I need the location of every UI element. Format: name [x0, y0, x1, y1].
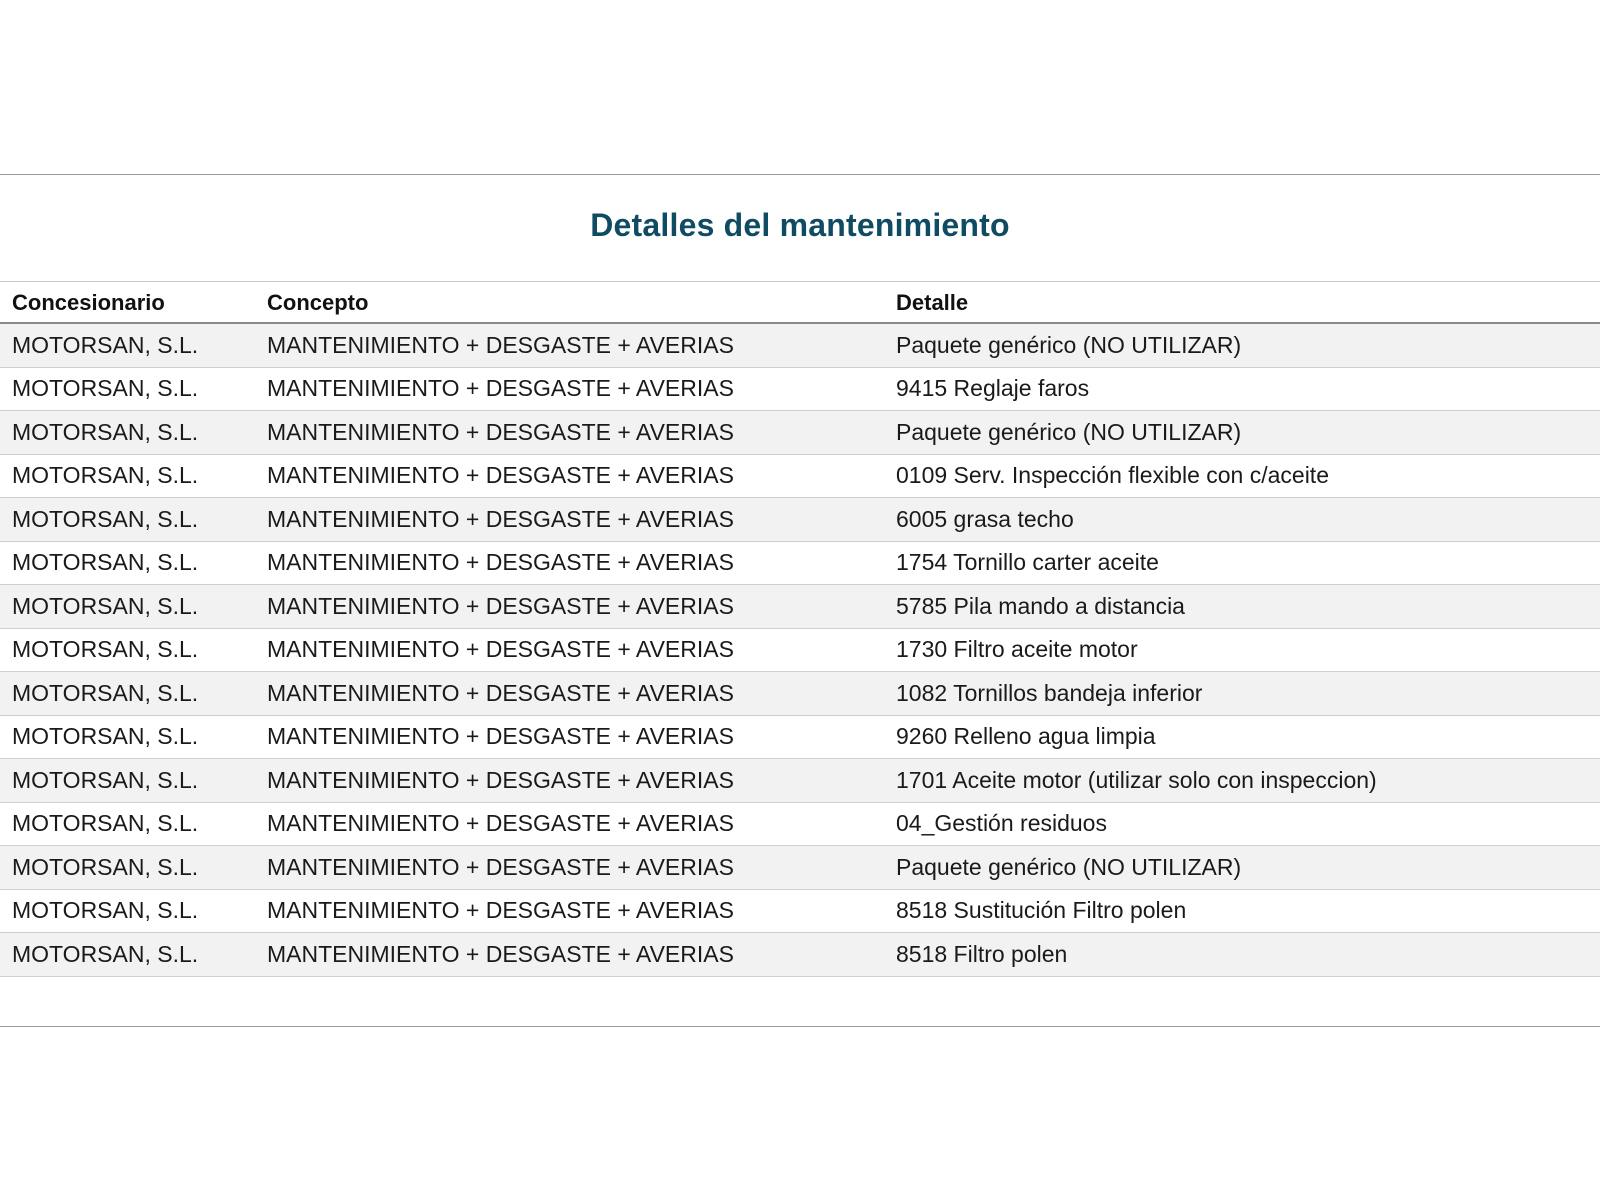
- cell-concepto: MANTENIMIENTO + DESGASTE + AVERIAS: [267, 679, 734, 706]
- cell-detalle: 0109 Serv. Inspección flexible con c/aceite: [896, 462, 1329, 489]
- cell-concesionario: MOTORSAN, S.L.: [12, 505, 199, 532]
- column-header-detalle: Detalle: [896, 290, 969, 315]
- cell-concepto: MANTENIMIENTO + DESGASTE + AVERIAS: [267, 549, 734, 576]
- cell-concesionario: MOTORSAN, S.L.: [12, 462, 199, 489]
- cell-concepto: MANTENIMIENTO + DESGASTE + AVERIAS: [267, 462, 734, 489]
- table-body: [0, 324, 1600, 977]
- table-row: [0, 629, 1600, 673]
- table-row: [0, 759, 1600, 803]
- table-row: [0, 585, 1600, 629]
- table-row: [0, 846, 1600, 890]
- table-row: [0, 933, 1600, 977]
- cell-detalle: 5785 Pila mando a distancia: [896, 592, 1185, 619]
- cell-concesionario: MOTORSAN, S.L.: [12, 418, 199, 445]
- table-row: [0, 803, 1600, 847]
- column-header-concesionario: Concesionario: [12, 290, 165, 315]
- table-row: [0, 890, 1600, 934]
- cell-detalle: 8518 Sustitución Filtro polen: [896, 897, 1187, 924]
- cell-concepto: MANTENIMIENTO + DESGASTE + AVERIAS: [267, 592, 734, 619]
- table-row: [0, 368, 1600, 412]
- maintenance-table: [0, 281, 1600, 977]
- cell-concepto: MANTENIMIENTO + DESGASTE + AVERIAS: [267, 505, 734, 532]
- top-divider: [0, 174, 1600, 175]
- cell-concepto: MANTENIMIENTO + DESGASTE + AVERIAS: [267, 897, 734, 924]
- cell-concesionario: MOTORSAN, S.L.: [12, 810, 199, 837]
- cell-concesionario: MOTORSAN, S.L.: [12, 897, 199, 924]
- cell-concepto: MANTENIMIENTO + DESGASTE + AVERIAS: [267, 418, 734, 445]
- cell-concesionario: MOTORSAN, S.L.: [12, 549, 199, 576]
- page-title: Detalles del mantenimiento: [590, 207, 1010, 243]
- cell-detalle: 9260 Relleno agua limpia: [896, 723, 1156, 750]
- cell-concepto: MANTENIMIENTO + DESGASTE + AVERIAS: [267, 636, 734, 663]
- cell-detalle: 1730 Filtro aceite motor: [896, 636, 1138, 663]
- cell-detalle: 1754 Tornillo carter aceite: [896, 549, 1159, 576]
- cell-detalle: 8518 Filtro polen: [896, 940, 1068, 967]
- cell-concepto: MANTENIMIENTO + DESGASTE + AVERIAS: [267, 723, 734, 750]
- cell-detalle: 9415 Reglaje faros: [896, 375, 1090, 402]
- cell-detalle: 04_Gestión residuos: [896, 810, 1107, 837]
- cell-detalle: 1082 Tornillos bandeja inferior: [896, 679, 1203, 706]
- cell-concepto: MANTENIMIENTO + DESGASTE + AVERIAS: [267, 375, 734, 402]
- cell-concepto: MANTENIMIENTO + DESGASTE + AVERIAS: [267, 853, 734, 880]
- cell-concesionario: MOTORSAN, S.L.: [12, 853, 199, 880]
- table-row: [0, 716, 1600, 760]
- cell-concesionario: MOTORSAN, S.L.: [12, 940, 199, 967]
- table-row: [0, 324, 1600, 368]
- cell-detalle: 1701 Aceite motor (utilizar solo con inspeccion): [896, 766, 1377, 793]
- cell-concepto: MANTENIMIENTO + DESGASTE + AVERIAS: [267, 766, 734, 793]
- cell-concesionario: MOTORSAN, S.L.: [12, 723, 199, 750]
- table-row: [0, 455, 1600, 499]
- bottom-divider: [0, 1026, 1600, 1027]
- cell-concesionario: MOTORSAN, S.L.: [12, 636, 199, 663]
- cell-concepto: MANTENIMIENTO + DESGASTE + AVERIAS: [267, 331, 734, 358]
- table-row: [0, 672, 1600, 716]
- cell-detalle: Paquete genérico (NO UTILIZAR): [896, 418, 1242, 445]
- table-header: [0, 282, 1600, 324]
- cell-concepto: MANTENIMIENTO + DESGASTE + AVERIAS: [267, 810, 734, 837]
- table-row: [0, 411, 1600, 455]
- cell-detalle: Paquete genérico (NO UTILIZAR): [896, 331, 1242, 358]
- table-row: [0, 542, 1600, 586]
- cell-concesionario: MOTORSAN, S.L.: [12, 766, 199, 793]
- cell-concesionario: MOTORSAN, S.L.: [12, 592, 199, 619]
- table-row: [0, 498, 1600, 542]
- cell-concesionario: MOTORSAN, S.L.: [12, 375, 199, 402]
- cell-detalle: Paquete genérico (NO UTILIZAR): [896, 853, 1242, 880]
- cell-detalle: 6005 grasa techo: [896, 505, 1074, 532]
- column-header-concepto: Concepto: [267, 290, 369, 315]
- cell-concepto: MANTENIMIENTO + DESGASTE + AVERIAS: [267, 940, 734, 967]
- cell-concesionario: MOTORSAN, S.L.: [12, 331, 199, 358]
- cell-concesionario: MOTORSAN, S.L.: [12, 679, 199, 706]
